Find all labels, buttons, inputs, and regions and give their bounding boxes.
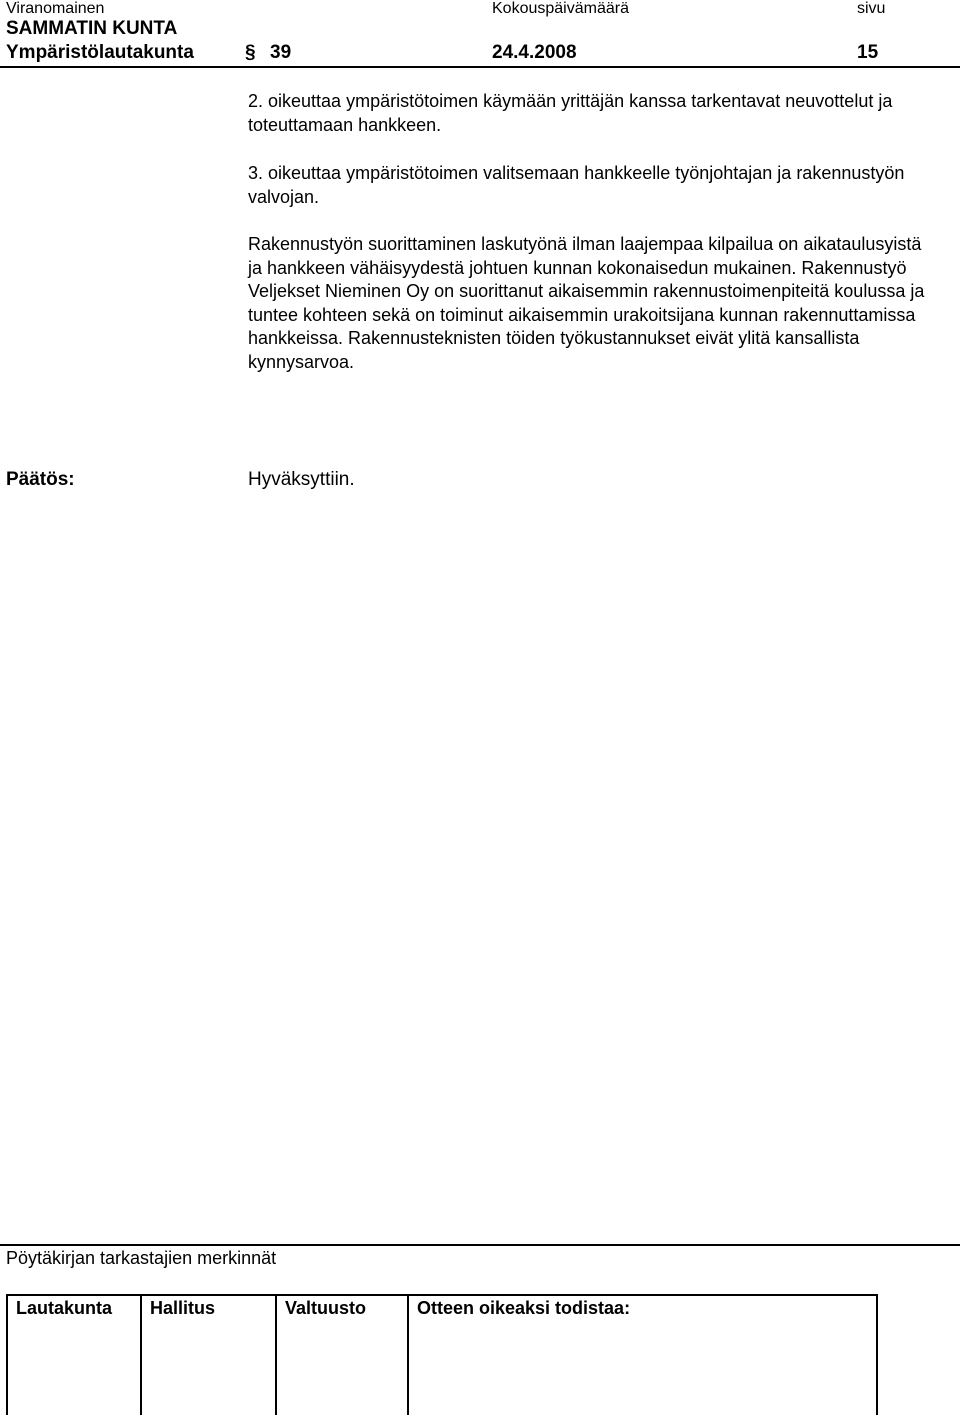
signature-column-board: Lautakunta <box>7 1295 141 1415</box>
header-divider <box>0 66 960 68</box>
header-page-label: sivu <box>857 0 886 17</box>
section-symbol: § <box>245 42 256 63</box>
signature-table <box>6 1294 878 1415</box>
decision-item-3 <box>248 162 938 209</box>
decision-text: Hyväksyttiin. <box>248 469 355 490</box>
page-number: 15 <box>857 42 879 63</box>
decision-item-2-text: 2. oikeuttaa ympäristötoimen käymään yrittäjän kanssa tarkentavat neuvottelut ja toteuttamaan hankkeen. <box>248 91 893 135</box>
justification-text: Rakennustyön suorittaminen laskutyönä ilman laajempaa kilpailua on aikataulusyistä ja hankkeen vähäisyydestä johtuen kunnan kokonaisedun mukainen. Rakennustyö Veljekset Nieminen Oy on suorittanut aikaisemmin rakennustoimenpiteitä koulussa ja tuntee kohteen sekä on toiminut aikaisemmin urakoitsijana kunnan rakennuttamissa hankkeissa. Rakennusteknisten töiden työkustannukset eivät ylitä kansallista kynnysarvoa. <box>248 234 925 372</box>
header-authority-label: Viranomainen <box>6 0 105 17</box>
signature-column-council: Valtuusto <box>276 1295 408 1415</box>
decision-item-3-text: 3. oikeuttaa ympäristötoimen valitsemaan hankkeelle työnjohtajan ja rakennustyön valvojan. <box>248 163 905 207</box>
header-date-label: Kokouspäivämäärä <box>492 0 629 17</box>
meeting-date: 24.4.2008 <box>492 42 577 63</box>
decision-item-2 <box>248 90 938 137</box>
municipality-name: SAMMATIN KUNTA <box>6 18 178 39</box>
decision-label: Päätös: <box>6 469 75 490</box>
footer-divider <box>0 1244 960 1246</box>
footer-title: Pöytäkirjan tarkastajien merkinnät <box>6 1248 277 1268</box>
signature-column-certified: Otteen oikeaksi todistaa: <box>408 1295 877 1415</box>
signature-column-government: Hallitus <box>141 1295 276 1415</box>
authority-name: Ympäristölautakunta <box>6 42 194 63</box>
justification-paragraph <box>248 233 938 374</box>
section-number: 39 <box>270 42 292 63</box>
